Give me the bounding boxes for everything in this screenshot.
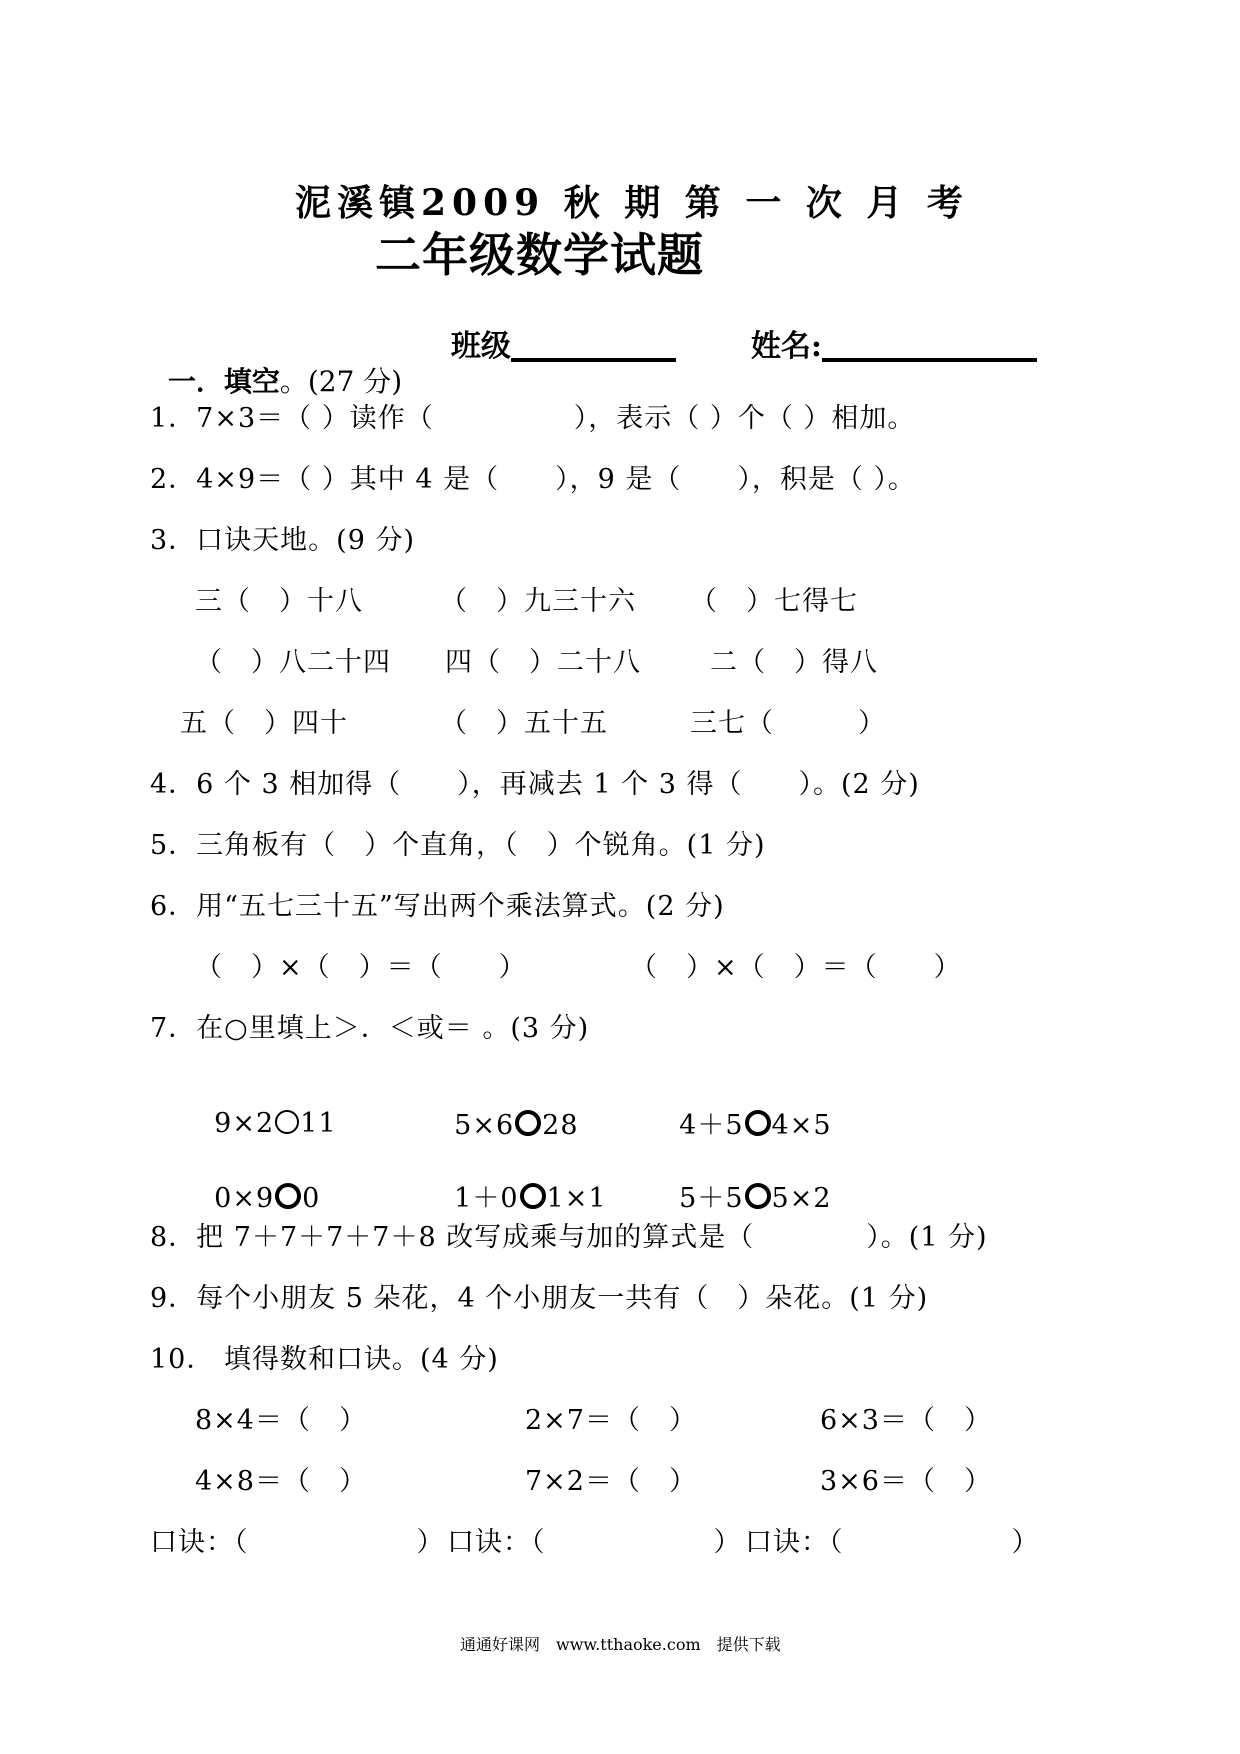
comparison-item bbox=[435, 1156, 607, 1212]
question-4: 4．6 个 3 相加得（ ），再减去 1 个 3 得（ ）。(2 分) bbox=[150, 769, 920, 800]
class-blank[interactable] bbox=[511, 328, 676, 362]
question-7-title: 7．在○里填上＞．＜或＝ 。(3 分) bbox=[150, 1013, 590, 1044]
exam-title: 泥溪镇2009 秋 期 第 一 次 月 考 bbox=[295, 182, 969, 224]
mnemonic-item: 三七（ ） bbox=[690, 708, 886, 739]
mnemonic-blank: 口诀：（ ） bbox=[150, 1527, 445, 1558]
comparison-left: 9×2 bbox=[214, 1108, 275, 1139]
mnemonic-item: （ ）七得七 bbox=[690, 586, 858, 617]
comparison-right: 28 bbox=[542, 1110, 579, 1141]
section-heading bbox=[150, 340, 402, 396]
circle-icon[interactable] bbox=[745, 1183, 771, 1209]
comparison-left: 5×6 bbox=[454, 1110, 515, 1141]
question-5: 5．三角板有（ ）个直角，（ ）个锐角。(1 分) bbox=[150, 830, 766, 861]
mnemonic-item: 四（ ）二十八 bbox=[445, 647, 641, 678]
product-item: 4×8＝（ ） bbox=[195, 1466, 367, 1497]
multiplication-blank: （ ）×（ ）＝（ ） bbox=[195, 952, 527, 983]
mnemonic-item: 五（ ）四十 bbox=[180, 708, 348, 739]
comparison-item bbox=[660, 1156, 832, 1212]
comparison-right: 11 bbox=[300, 1108, 337, 1139]
question-3-title: 3．口诀天地。(9 分) bbox=[150, 525, 416, 556]
section-points: 。(27 分) bbox=[279, 365, 403, 398]
comparison-item bbox=[195, 1083, 337, 1137]
question-8: 8．把 7＋7＋7＋7＋8 改写成乘与加的算式是（ ）。(1 分) bbox=[150, 1222, 988, 1253]
name-field bbox=[730, 298, 1037, 362]
section-number: 一． bbox=[167, 365, 224, 398]
exam-subtitle: 二年级数学试题 bbox=[375, 228, 704, 282]
question-9: 9．每个小朋友 5 朵花，4 个小朋友一共有（ ）朵花。(1 分) bbox=[150, 1283, 929, 1314]
comparison-left: 5＋5 bbox=[679, 1183, 744, 1214]
comparison-right: 4×5 bbox=[771, 1110, 832, 1141]
mnemonic-item: （ ）五十五 bbox=[440, 708, 608, 739]
mnemonic-blank: 口诀：（ ） bbox=[745, 1527, 1040, 1558]
circle-icon[interactable] bbox=[275, 1110, 299, 1134]
comparison-left: 0×9 bbox=[214, 1183, 275, 1214]
class-field bbox=[430, 298, 676, 362]
footer-credit: 通通好课网 www.tthaoke.com 提供下载 bbox=[460, 1635, 781, 1654]
product-item: 7×2＝（ ） bbox=[525, 1466, 697, 1497]
comparison-item bbox=[660, 1083, 832, 1139]
question-6-title: 6．用“五七三十五”写出两个乘法算式。(2 分) bbox=[150, 891, 725, 922]
question-2: 2．4×9＝（ ）其中 4 是（ ），9 是（ ），积是（ ）。 bbox=[150, 464, 916, 495]
comparison-right: 0 bbox=[302, 1183, 321, 1214]
question-1: 1．7×3＝（ ）读作（ ），表示（ ）个（ ）相加。 bbox=[150, 403, 916, 434]
comparison-right: 5×2 bbox=[771, 1183, 832, 1214]
name-blank[interactable] bbox=[822, 328, 1037, 362]
class-label: 班级 bbox=[450, 329, 511, 364]
comparison-item bbox=[435, 1083, 579, 1139]
product-item: 6×3＝（ ） bbox=[820, 1405, 992, 1436]
circle-icon[interactable] bbox=[515, 1110, 541, 1136]
mnemonic-item: （ ）九三十六 bbox=[440, 586, 636, 617]
circle-icon[interactable] bbox=[275, 1183, 301, 1209]
comparison-right: 1×1 bbox=[546, 1183, 607, 1214]
mnemonic-item: 二（ ）得八 bbox=[710, 647, 878, 678]
mnemonic-item: 三（ ）十八 bbox=[195, 586, 363, 617]
question-10-title: 10． 填得数和口诀。(4 分) bbox=[150, 1344, 499, 1375]
product-item: 2×7＝（ ） bbox=[525, 1405, 697, 1436]
comparison-item bbox=[195, 1156, 320, 1212]
mnemonic-item: （ ）八二十四 bbox=[195, 647, 391, 678]
circle-icon[interactable] bbox=[520, 1183, 546, 1209]
name-label: 姓名: bbox=[750, 329, 822, 364]
product-item: 3×6＝（ ） bbox=[820, 1466, 992, 1497]
product-item: 8×4＝（ ） bbox=[195, 1405, 367, 1436]
comparison-left: 1＋0 bbox=[454, 1183, 519, 1214]
circle-icon[interactable] bbox=[745, 1110, 771, 1136]
mnemonic-blank: 口诀：（ ） bbox=[447, 1527, 742, 1558]
multiplication-blank: （ ）×（ ）＝（ ） bbox=[630, 952, 962, 983]
section-title: 填空 bbox=[223, 365, 280, 398]
comparison-left: 4＋5 bbox=[679, 1110, 744, 1141]
